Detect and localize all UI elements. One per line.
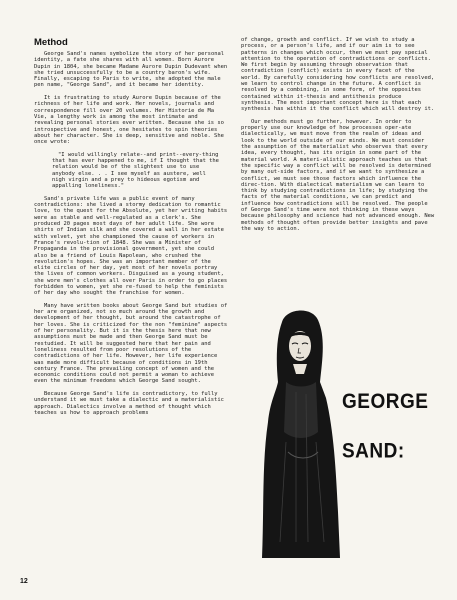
figure-title-line-1: GEORGE bbox=[342, 390, 429, 414]
portrait-illustration bbox=[256, 302, 342, 558]
page-number: 12 bbox=[20, 578, 28, 585]
paragraph-dialectic: Because George Sand's life is contradictory, to fully understand it we must take a dialectic and a materialistic approach. Dialectics involve a method of thought which teaches us how to approach problems bbox=[34, 391, 228, 416]
paragraph-names: George Sand's names symbolize the story of her personal identity, a fate she shares with all women. Born Aurore Dupin in 1804, she became Madame Aurore Dupin Dudevant when she tried unsuccessfully to be a country baron's wife. Finally, escaping to Paris to write, she adopted the male pen name, "George Sand", and it became her identity. bbox=[34, 51, 231, 89]
block-quote: "I would willingly relate--and print--every-thing that has ever happened to me, if I thought that the relation would be of the slightest use to use anybody else. . . I see myself as austere, well nigh virgin and a prey to hideous egotism and appalling loneliness." bbox=[52, 151, 223, 190]
section-heading: Method bbox=[34, 37, 68, 48]
paragraph-methods: Our methods must go further, however. In order to properly use our knowledge of how processes oper-ate dialectically, we must move from the realm of ideas and look to the world outside of our minds. We must consider the assumption of the materialist who observes that every idea, every thought, has its origin in some part of the material world. A materi-alistic approach teaches us that the specific way a conflict will be resolved is determined by many out-side factors, and if we want to synthesize a conflict, we must see those factors which influence the direc-tion. With dialectical materialism we can learn to think by studying contradictions in life; by studying the facts of the material conditions, we can predict and influence how contradictions will be resolved. The people of George Sand's time were not thinking in these ways because philosophy and science had not advanced enough. New methods of thought often provide better insights and pave the way to action. bbox=[241, 118, 438, 232]
figure-title-line-2: SAND: bbox=[342, 439, 405, 464]
paragraph-frustrating: It is frustrating to study Aurore Dupin because of the richness of her life and work. Her novels, journals and correspondence fill over 20 volumes. Her Historie de Ma Vie, a lengthy work is among the most intimate and revealing personal stories ever written. Because she is so introspective and honest, one hesitates to spin theories about her character. She is deep, sensitive and noble. She once wrote: bbox=[34, 95, 228, 146]
figure-title bbox=[342, 378, 428, 477]
left-column bbox=[34, 51, 230, 416]
paragraph-many-books: Many have written books about George Sand but studies of her are organized, not so much around the growth and development of her thought, but around the catastrophe of her loves. She is criticized for the non "feminine" aspects of her personality. But it is the thesis here that new assumptions must be made and then George Sand must be restudied. It will be suggested here that her pain and loneliness resulted from poor resolutions of the contradictions of her life. However, her life experience was made more difficult because of conditions in 19th century France. The prevailing concept of women and the economic conditions could not permit a woman to achieve even the minimum freedoms which George Sand sought. bbox=[34, 302, 231, 385]
right-column bbox=[241, 37, 438, 232]
paragraph-change-growth: of change, growth and conflict. If we wish to study a process, or a person's life, and if our aim is to see patterns in changes which occur, then we must pay special attention to the operation of contradictions or conflicts. We first begin by assuming through observation that contradiction (conflict) exists in every facet of the world. By carefully considering how conflicts are resolved, we learn to control change in the future. A conflict is resolved by a combining, in some form, of the opposites contained within it-thesis and antithesis produce synthesis. The most important concept here is that each synthesis has within it the conflict which will destroy it. bbox=[241, 37, 438, 113]
paragraph-private-life: Sand's private life was a public event of many contradictions: she lived a stormy dedication to romantic love, to the quest for the Absolute, yet her writing habits were as stable and well-regulated as a clerk's. She produced 20 pages most days of her adult life. She wore shirts of Indian silk and she covered a wall in her estate with velvet, yet she championed the cause of workers in France's revolu-tion of 1848. She was a Minister of Propaganda in the provisional government, yet she could also be a friend of Louis Napolean, who crushed the revolution's hopes. She was an important member of the elite circles of her day, yet most of her novels portray the lives of common workers. Disguised as a young student, she wore men's clothes all over Paris in order to go places forbidden to women, yet she re-fused to help the feminists of her day who sought the franchise for women. bbox=[34, 195, 231, 297]
